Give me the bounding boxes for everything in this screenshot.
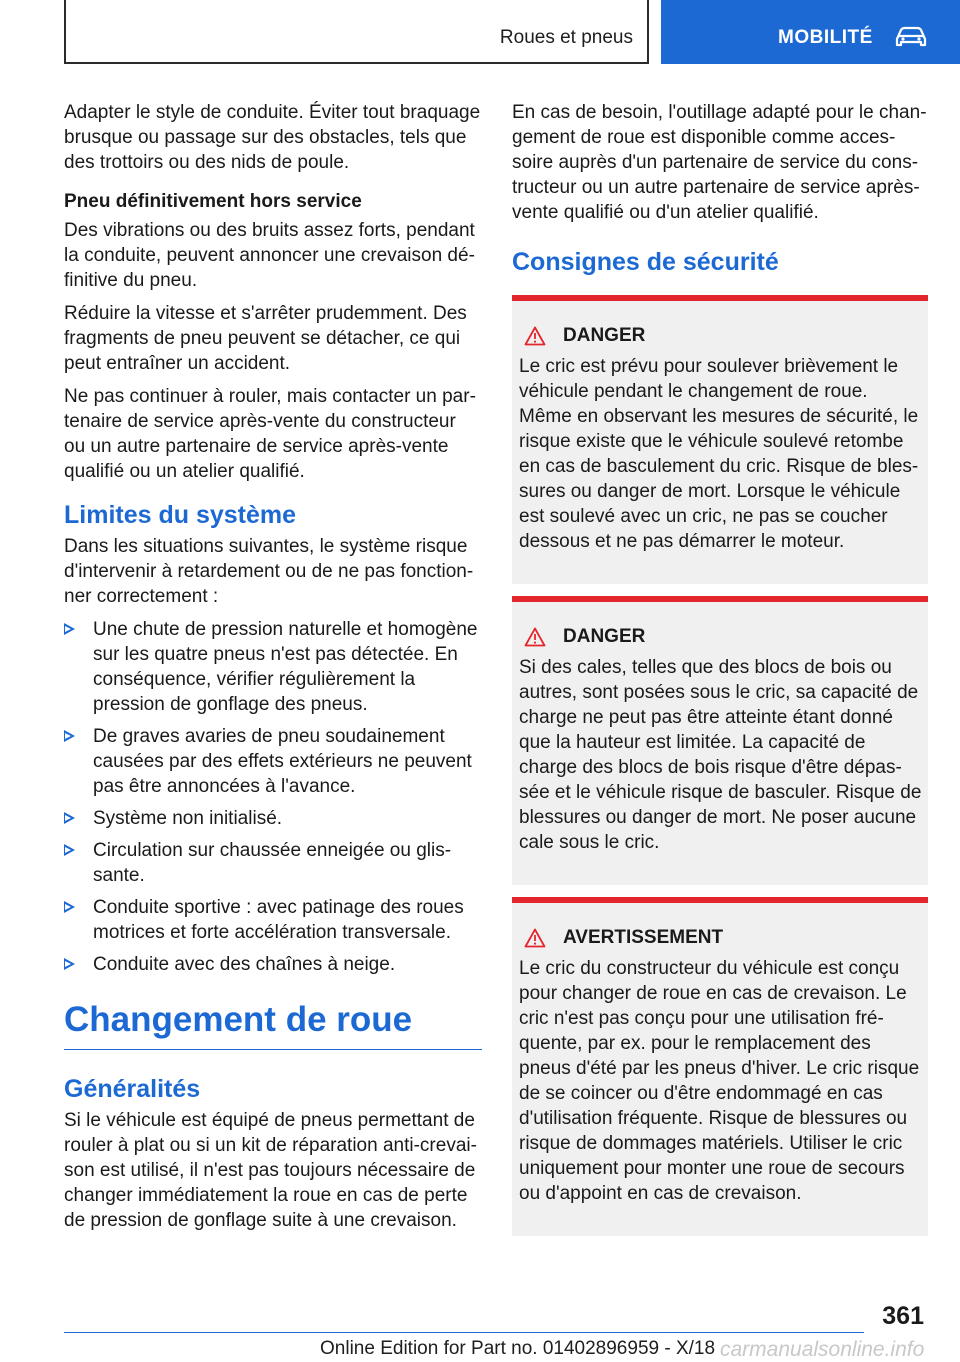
warning-title: DANGER bbox=[519, 323, 922, 348]
warning-box bbox=[512, 295, 928, 584]
limits-heading: Limites du système bbox=[64, 501, 297, 529]
change-wheel-heading: Changement de roue bbox=[64, 999, 482, 1050]
triangle-bullet-icon bbox=[64, 958, 75, 970]
list-item: Une chute de pression naturelle et homogène sur les quatre pneus n'est pas détectée. En conséquence, vérifier régulièrement la pression de gonflage des pneus. bbox=[64, 617, 482, 717]
triangle-bullet-icon bbox=[64, 623, 75, 635]
car-icon bbox=[894, 26, 928, 48]
left-column bbox=[64, 100, 482, 1241]
section-tab bbox=[64, 0, 649, 64]
warning-box bbox=[512, 897, 928, 1236]
page-header bbox=[0, 0, 960, 66]
paragraph: Adapter le style de conduite. Éviter tout braquage brusque ou passage sur des obstacles, tels que des trottoirs ou des nids de poule. bbox=[64, 102, 481, 173]
watermark: carmanualsonline.info bbox=[720, 1338, 925, 1361]
warning-title: DANGER bbox=[519, 624, 922, 649]
warning-triangle-icon bbox=[524, 326, 546, 346]
footer-divider bbox=[64, 1332, 864, 1333]
list-item: Système non initialisé. bbox=[64, 806, 482, 831]
edition-note: Online Edition for Part no. 01402896959 - X/18 bbox=[320, 1338, 716, 1359]
chapter-tab bbox=[661, 0, 960, 64]
paragraph: Ne pas continuer à rouler, mais contacter un partenaire de service après-vente du constructeur ou un autre partenaire de service après-vente qualifié ou un atelier qualifié. bbox=[64, 386, 476, 482]
right-column bbox=[512, 100, 928, 1248]
triangle-bullet-icon bbox=[64, 730, 75, 742]
paragraph: En cas de besoin, l'outillage adapté pour le changement de roue est disponible comme accessoire auprès d'un partenaire de service du constructeur ou un autre partenaire de service après-vente qualifié ou d'un atelier qualifié. bbox=[512, 102, 927, 223]
safety-heading: Consignes de sécurité bbox=[512, 248, 779, 276]
paragraph: Dans les situations suivantes, le système risque d'intervenir à retardement ou de ne pas fonctionner correctement : bbox=[64, 536, 474, 607]
limits-list bbox=[64, 617, 482, 977]
paragraph: Si le véhicule est équipé de pneus permettant de rouler à plat ou si un kit de réparation anti-crevaison est utilisé, il n'est pas toujours nécessaire de changer immédiatement la roue en cas de perte de pression de gonflage suite à une crevaison. bbox=[64, 1110, 477, 1231]
list-item: Conduite sportive : avec patinage des roues motrices et forte accélération transversale. bbox=[64, 895, 482, 945]
warning-box bbox=[512, 596, 928, 885]
list-item: De graves avaries de pneu soudainement causées par des effets extérieurs ne peuvent pas être annoncées à l'avance. bbox=[64, 724, 482, 799]
chapter-title: MOBILITÉ bbox=[778, 27, 873, 48]
triangle-bullet-icon bbox=[64, 812, 75, 824]
list-item: Conduite avec des chaînes à neige. bbox=[64, 952, 482, 977]
warning-text: Le cric est prévu pour soulever brièvement le véhicule pendant le changement de roue. Même en observant les mesures de sécurité, le risque existe que le véhicule soulevé retombe en cas de basculement du cric. Risque de blessures ou danger de mort. Lorsque le véhicule est soulevé avec un cric, ne pas se coucher dessous et ne pas démarrer le moteur. bbox=[519, 356, 919, 552]
warning-triangle-icon bbox=[524, 928, 546, 948]
triangle-bullet-icon bbox=[64, 844, 75, 856]
warning-text: Le cric du constructeur du véhicule est conçu pour changer de roue en cas de crevaison. Le cric n'est pas conçu pour une utilisation fréquente, par ex. pour le remplacement des pneus d'été par les pneus d'hiver. Le cric risque de se coincer ou d'être endommagé en cas d'utilisation fréquente. Risque de blessures ou risque de dommages matériels. Utiliser le cric uniquement pour monter une roue de secours ou d'appoint en cas de crevaison. bbox=[519, 958, 920, 1204]
section-title: Roues et pneus bbox=[499, 27, 633, 48]
warning-title: AVERTISSEMENT bbox=[519, 925, 922, 950]
general-heading: Généralités bbox=[64, 1075, 201, 1103]
paragraph: Des vibrations ou des bruits assez forts, pendant la conduite, peuvent annoncer une crevaison définitive du pneu. bbox=[64, 220, 475, 291]
page-number: 361 bbox=[882, 1302, 924, 1330]
list-item: Circulation sur chaussée enneigée ou glissante. bbox=[64, 838, 482, 888]
triangle-bullet-icon bbox=[64, 901, 75, 913]
paragraph: Réduire la vitesse et s'arrêter prudemment. Des fragments de pneu peuvent se détacher, ce qui peut entraîner un accident. bbox=[64, 303, 467, 374]
warning-text: Si des cales, telles que des blocs de bois ou autres, sont posées sous le cric, sa capacité de charge ne peut pas être atteinte étant donné que la hauteur est limitée. La capacité de charge des blocs de bois risque d'être dépassée et le véhicule risque de basculer. Risque de blessures ou danger de mort. Ne poser aucune cale sous le cric. bbox=[519, 657, 922, 853]
warning-triangle-icon bbox=[524, 627, 546, 647]
subheading: Pneu définitivement hors service bbox=[64, 191, 362, 212]
